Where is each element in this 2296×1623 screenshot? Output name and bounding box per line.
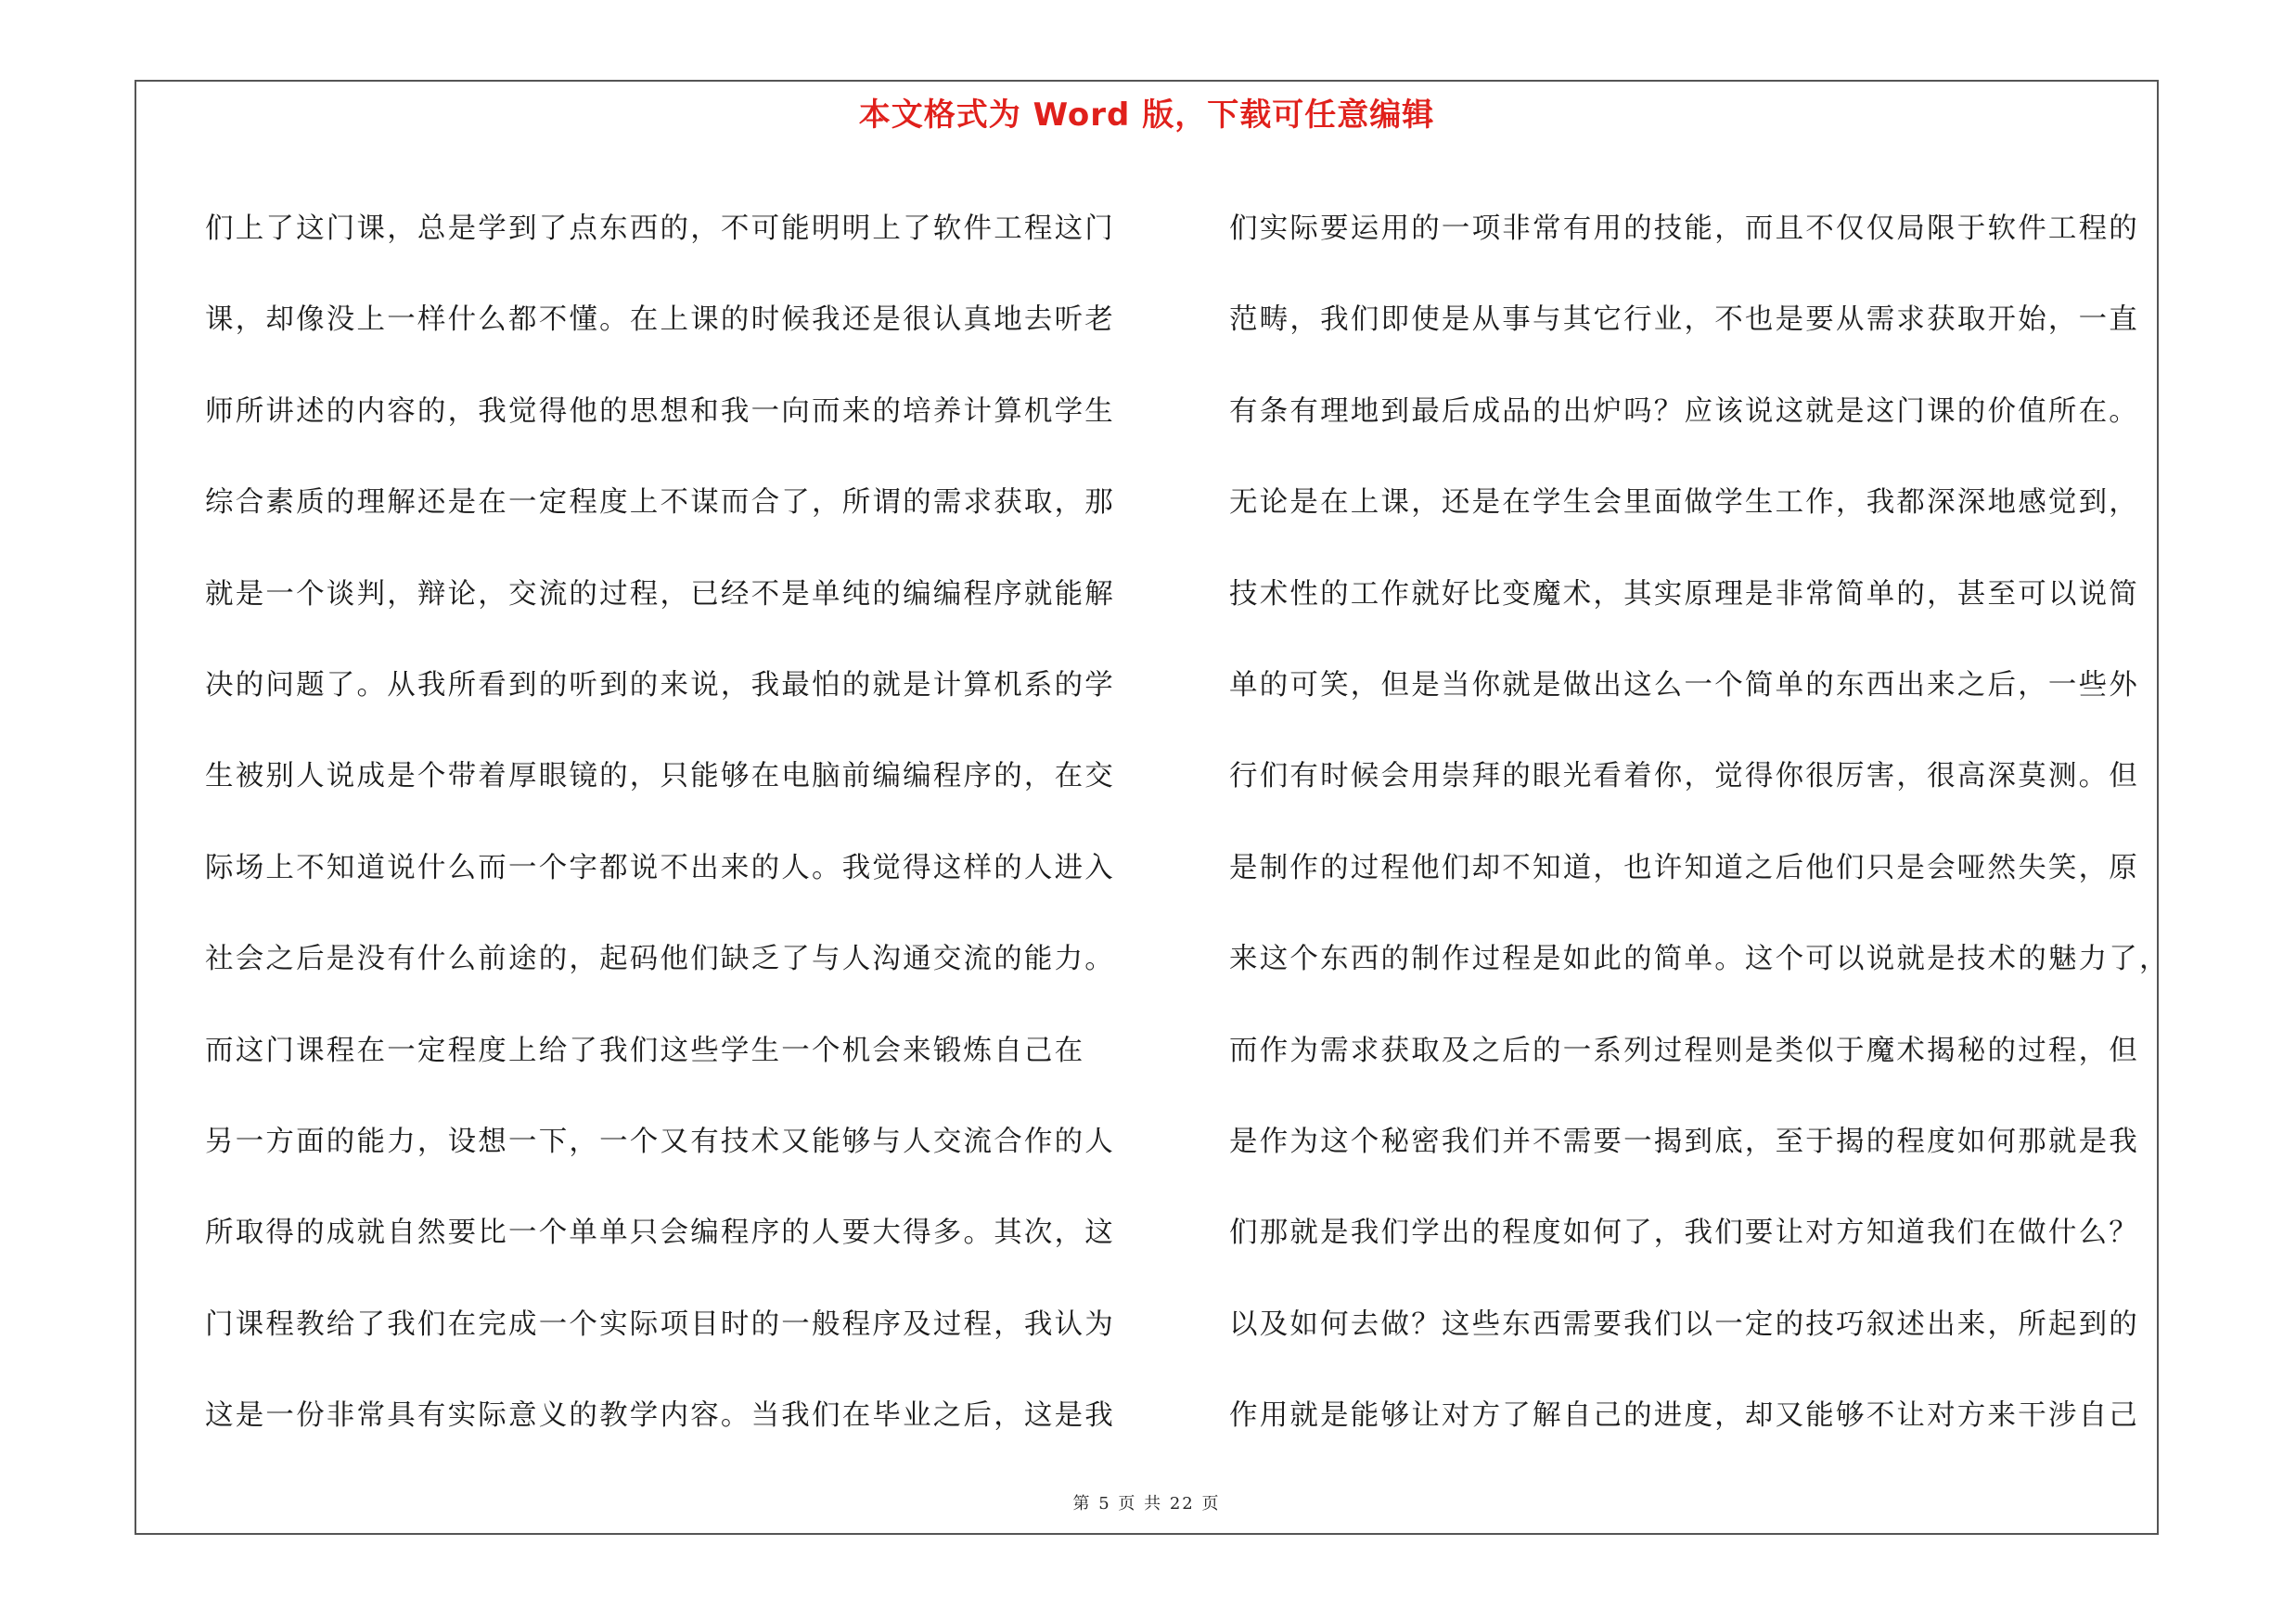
text-line: 就是一个谈判，辩论，交流的过程，已经不是单纯的编编程序就能解 — [205, 577, 1115, 611]
text-line: 们那就是我们学出的程度如何了，我们要让对方知道我们在做什么？ — [1229, 1217, 2139, 1250]
text-line: 们实际要运用的一项非常有用的技能，而且不仅仅局限于软件工程的 — [1229, 213, 2139, 245]
text-line: 而作为需求获取及之后的一系列过程则是类似于魔术揭秘的过程，但 — [1229, 1034, 2139, 1067]
text-line: 范畴，我们即使是从事与其它行业，不也是要从需求获取开始，一直 — [1229, 303, 2139, 337]
text-line: 生被别人说成是个带着厚眼镜的，只能够在电脑前编编程序的，在交 — [205, 760, 1115, 793]
left-text-column — [205, 184, 1151, 1462]
text-line: 单的可笑，但是当你就是做出这么一个简单的东西出来之后，一些外 — [1229, 668, 2139, 702]
format-banner: 本文格式为 Word 版，下载可任意编辑 — [858, 97, 1435, 134]
text-line: 际场上不知道说什么而一个字都说不出来的人。我觉得这样的人进入 — [205, 851, 1115, 884]
text-line: 门课程教给了我们在完成一个实际项目时的一般程序及过程，我认为 — [205, 1307, 1115, 1341]
text-line: 们上了这门课，总是学到了点东西的，不可能明明上了软件工程这门 — [205, 213, 1115, 245]
text-line: 所取得的成就自然要比一个单单只会编程序的人要大得多。其次，这 — [205, 1217, 1115, 1250]
right-text-column — [1229, 184, 2175, 1462]
text-line: 综合素质的理解还是在一定程度上不谋而合了，所谓的需求获取，那 — [205, 486, 1115, 520]
text-line: 来这个东西的制作过程是如此的简单。这个可以说就是技术的魅力了， — [1229, 943, 2170, 976]
text-line: 社会之后是没有什么前途的，起码他们缺乏了与人沟通交流的能力。 — [205, 943, 1115, 976]
text-line: 这是一份非常具有实际意义的教学内容。当我们在毕业之后，这是我 — [205, 1399, 1115, 1433]
text-line: 作用就是能够让对方了解自己的进度，却又能够不让对方来干涉自己 — [1229, 1399, 2139, 1433]
text-line: 而这门课程在一定程度上给了我们这些学生一个机会来锻炼自己在 — [205, 1034, 1085, 1067]
text-line: 师所讲述的内容的，我觉得他的思想和我一向而来的培养计算机学生 — [205, 394, 1115, 428]
text-line: 无论是在上课，还是在学生会里面做学生工作，我都深深地感觉到， — [1229, 486, 2139, 520]
text-line: 课，却像没上一样什么都不懂。在上课的时候我还是很认真地去听老 — [205, 303, 1115, 337]
text-line: 以及如何去做？这些东西需要我们以一定的技巧叙述出来，所起到的 — [1229, 1307, 2139, 1341]
text-line: 是作为这个秘密我们并不需要一揭到底，至于揭的程度如何那就是我 — [1229, 1125, 2139, 1158]
text-line: 行们有时候会用崇拜的眼光看着你，觉得你很厉害，很高深莫测。但 — [1229, 760, 2139, 793]
text-line: 技术性的工作就好比变魔术，其实原理是非常简单的，甚至可以说简 — [1229, 577, 2139, 611]
text-line: 有条有理地到最后成品的出炉吗？应该说这就是这门课的价值所在。 — [1229, 394, 2139, 428]
text-line: 另一方面的能力，设想一下，一个又有技术又能够与人交流合作的人 — [205, 1125, 1115, 1158]
text-line: 是制作的过程他们却不知道，也许知道之后他们只是会哑然失笑，原 — [1229, 851, 2139, 884]
text-line: 决的问题了。从我所看到的听到的来说，我最怕的就是计算机系的学 — [205, 668, 1115, 702]
page-number: 第 5 页 共 22 页 — [1072, 1494, 1221, 1514]
document-page — [135, 80, 2170, 1535]
